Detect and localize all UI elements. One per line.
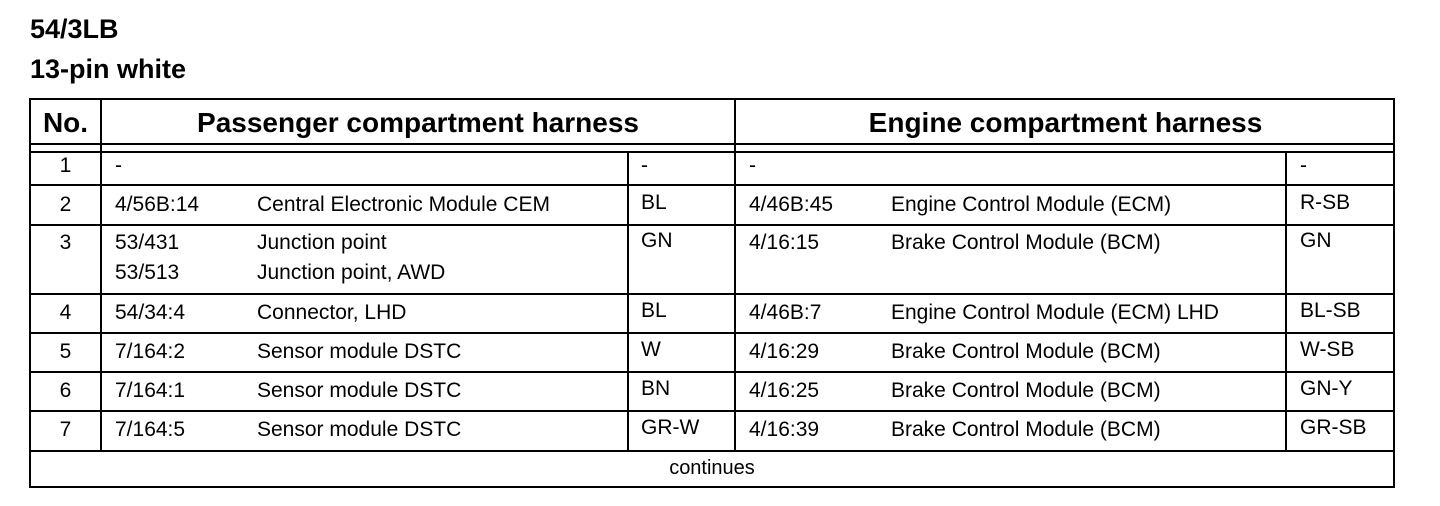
connector-id: 54/3LB [30, 14, 119, 44]
passenger-description: Central Electronic Module CEM [257, 193, 550, 216]
row-number: 4 [59, 301, 72, 324]
passenger-wire-color: BN [641, 377, 671, 400]
engine-code: 4/16:25 [749, 379, 820, 402]
passenger-wire-color: GN [641, 229, 673, 252]
row-number: 5 [59, 340, 72, 363]
passenger-code: 7/164:5 [115, 418, 186, 441]
engine-description: Brake Control Module (BCM) [891, 379, 1161, 402]
passenger-wire-color: GR-W [641, 416, 700, 439]
engine-wire-color: GN-Y [1300, 377, 1353, 400]
row-divider [31, 371, 1393, 373]
header-no: No. [42, 106, 89, 138]
engine-description: Brake Control Module (BCM) [891, 418, 1161, 441]
passenger-description: Connector, LHD [257, 301, 407, 324]
wiring-table [29, 98, 1395, 488]
row-number: 7 [59, 418, 72, 441]
passenger-wire-color: W [641, 338, 661, 361]
passenger-code: 53/431 [115, 231, 180, 254]
passenger-code-secondary: 53/513 [115, 261, 180, 284]
engine-code: 4/16:29 [749, 340, 820, 363]
passenger-description: Junction point [257, 231, 387, 254]
passenger-description: Sensor module DSTC [257, 340, 462, 363]
engine-wire-color: W-SB [1300, 338, 1355, 361]
engine-code: 4/46B:7 [749, 301, 822, 324]
column-divider [100, 100, 102, 450]
passenger-description-secondary: Junction point, AWD [257, 261, 446, 284]
passenger-code: 4/56B:14 [115, 193, 200, 216]
engine-description: Engine Control Module (ECM) [891, 193, 1172, 216]
passenger-wire-color: BL [641, 191, 667, 214]
continues-note: continues [669, 457, 755, 479]
passenger-code: - [115, 154, 122, 177]
connector-description: 13-pin white [30, 54, 187, 84]
engine-code: 4/16:15 [749, 231, 820, 254]
engine-wire-color: - [1300, 154, 1307, 177]
row-number: 2 [59, 193, 72, 216]
engine-description: Brake Control Module (BCM) [891, 231, 1161, 254]
passenger-code: 7/164:2 [115, 340, 186, 363]
passenger-wire-color: BL [641, 299, 667, 322]
row-divider [31, 184, 1393, 186]
row-divider [31, 332, 1393, 334]
engine-wire-color: GR-SB [1300, 416, 1367, 439]
engine-wire-color: GN [1300, 229, 1332, 252]
row-divider [31, 224, 1393, 226]
row-number: 1 [59, 154, 72, 177]
column-divider [627, 151, 629, 450]
row-number: 6 [59, 379, 72, 402]
header-passenger-harness: Passenger compartment harness [197, 106, 639, 138]
row-divider [31, 450, 1393, 452]
column-divider [734, 100, 736, 450]
header-divider-double [31, 151, 1393, 153]
engine-code: - [749, 154, 756, 177]
engine-code: 4/46B:45 [749, 193, 834, 216]
row-divider [31, 410, 1393, 412]
passenger-description: Sensor module DSTC [257, 418, 462, 441]
passenger-code: 7/164:1 [115, 379, 186, 402]
header-engine-harness: Engine compartment harness [868, 106, 1263, 138]
passenger-description: Sensor module DSTC [257, 379, 462, 402]
engine-wire-color: BL-SB [1300, 299, 1361, 322]
engine-wire-color: R-SB [1300, 191, 1351, 214]
passenger-code: 54/34:4 [115, 301, 186, 324]
engine-description: Brake Control Module (BCM) [891, 340, 1161, 363]
engine-description: Engine Control Module (ECM) LHD [891, 301, 1219, 324]
row-number: 3 [59, 231, 72, 254]
engine-code: 4/16:39 [749, 418, 820, 441]
column-divider [1285, 151, 1287, 450]
passenger-wire-color: - [641, 154, 648, 177]
row-divider [31, 293, 1393, 295]
